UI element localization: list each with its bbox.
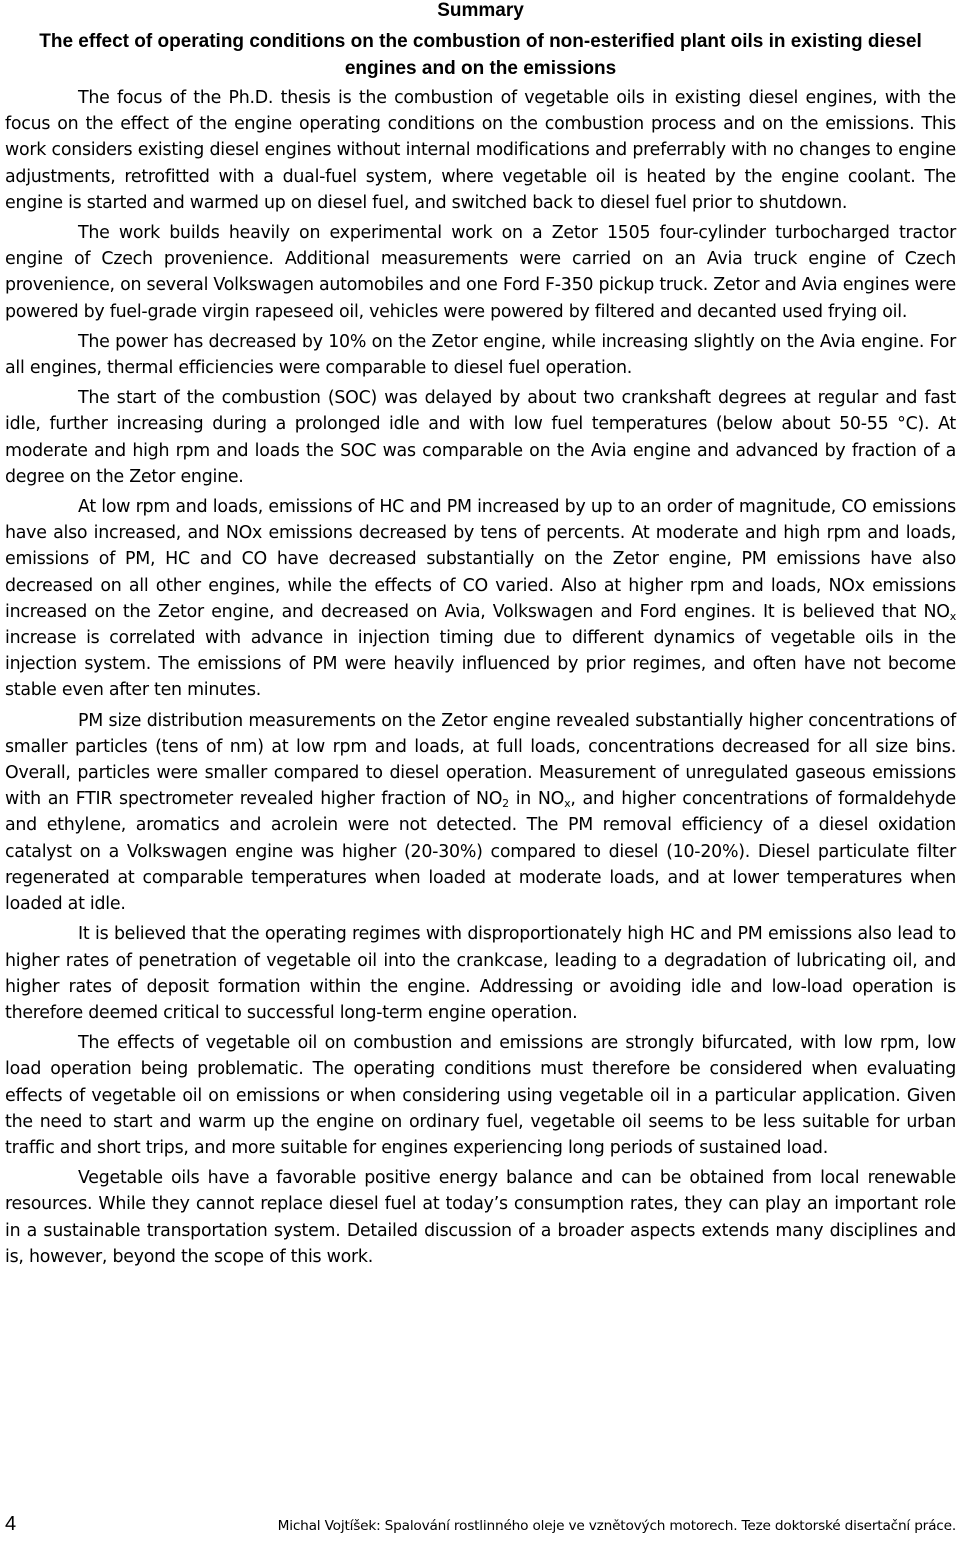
paragraph-text: PM size distribution measurements on the Zetor engine revealed substantially higher concentrations of smaller particles (tens of nm) at low rpm and loads, at full loads, concentrations decreased for all size bins. Overall, particles were smaller compared to diesel operation. Measurement of unregulated gaseous emissions with an FTIR spectrometer revealed higher fraction of NO: [5, 710, 956, 810]
paragraph: The effects of vegetable oil on combustion and emissions are strongly bifurcated, with low rpm, low load operation being problematic. The operating conditions must therefore be considered when evaluating effects of vegetable oil on emissions or when considering using vegetable oil in a particular application. Given the need to start and warm up the engine on ordinary fuel, vegetable oil seems to be less suitable for urban traffic and short trips, and more suitable for engines experiencing long periods of sustained load.: [5, 1033, 956, 1158]
paragraph: The power has decreased by 10% on the Zetor engine, while increasing slightly on the Avia engine. For all engines, thermal efficiencies were comparable to diesel fuel operation.: [5, 331, 956, 379]
document-title: The effect of operating conditions on the combustion of non-esterified plant oils in existing diesel engines and on the emissions: [39, 31, 922, 79]
paragraph: It is believed that the operating regimes with disproportionately high HC and PM emissions also lead to higher rates of penetration of vegetable oil into the crankcase, leading to a degradation of lubricating oil, and higher rates of deposit formation within the engine. Addressing or avoiding idle and low-load operation is therefore deemed critical to successful long-term engine operation.: [5, 924, 956, 1023]
subscript: x: [564, 797, 571, 811]
paragraph: The focus of the Ph.D. thesis is the combustion of vegetable oils in existing diesel engines, with the focus on the effect of the engine operating conditions on the combustion process and on the emissions. This work considers existing diesel engines without internal modifications and preferrably with no changes to engine adjustments, retrofitted with a dual-fuel system, where vegetable oil is heated by the engine coolant. The engine is started and warmed up on diesel fuel, and switched back to diesel fuel prior to shutdown.: [5, 88, 956, 213]
document-page: [5, 0, 956, 1274]
subscript: x: [949, 609, 956, 623]
paragraph-text: At low rpm and loads, emissions of HC and PM increased by up to an order of magnitude, CO emissions have also increased, and NOx emissions decreased by tens of percents. At moderate and high rpm and loads, emissions of PM, HC and CO have decreased substantially on the Zetor engine, PM emissions have also decreased on all other engines, while the effects of CO varied. Also at higher rpm and loads, NOx emissions increased on the Zetor engine, and decreased on Avia, Volkswagen and Ford engines. It is believed that NO: [5, 497, 956, 622]
paragraph: [5, 494, 956, 704]
subscript: 2: [502, 797, 509, 811]
paragraph-text: in NO: [508, 789, 565, 810]
paragraph: The work builds heavily on experimental work on a Zetor 1505 four-cylinder turbocharged tractor engine of Czech provenience. Additional measurements were carried on an Avia truck engine of Czech provenience, on several Volkswagen automobiles and one Ford F-350 pickup truck. Zetor and Avia engines were powered by fuel-grade virgin rapeseed oil, vehicles were powered by filtered and decanted used frying oil.: [5, 223, 956, 322]
page-footer: [5, 1513, 956, 1537]
running-footer: Michal Vojtíšek: Spalování rostlinného oleje ve vznětových motorech. Teze doktorské disertační práce.: [277, 1518, 956, 1534]
paragraph: [5, 708, 956, 918]
body-text: [5, 85, 956, 1270]
paragraph: The start of the combustion (SOC) was delayed by about two crankshaft degrees at regular and fast idle, further increasing during a prolonged idle and with low fuel temperatures (below about 50-55 °C). At moderate and high rpm and loads the SOC was comparable on the Avia engine and advanced by fraction of a degree on the Zetor engine.: [5, 388, 956, 487]
page-number: 4: [5, 1513, 17, 1535]
paragraph-text: increase is correlated with advance in injection timing due to different dynamics of vegetable oils in the injection system. The emissions of PM were heavily influenced by prior regimes, and often have not become stable even after ten minutes.: [5, 628, 956, 701]
paragraph-text: , and higher concentrations of formaldehyde and ethylene, aromatics and acrolein were not detected. The PM removal efficiency of a diesel oxidation catalyst on a Volkswagen engine was higher (20-30%) compared to diesel (10-20%). Diesel particulate filter regenerated at comparable temperatures when loaded at moderate loads, and at lower temperatures when loaded at idle.: [5, 789, 956, 915]
section-heading: Summary: [437, 0, 524, 21]
paragraph: Vegetable oils have a favorable positive energy balance and can be obtained from local renewable resources. While they cannot replace diesel fuel at today’s consumption rates, they can play an important role in a sustainable transportation system. Detailed discussion of a broader aspects extends many disciplines and is, however, beyond the scope of this work.: [5, 1168, 956, 1267]
